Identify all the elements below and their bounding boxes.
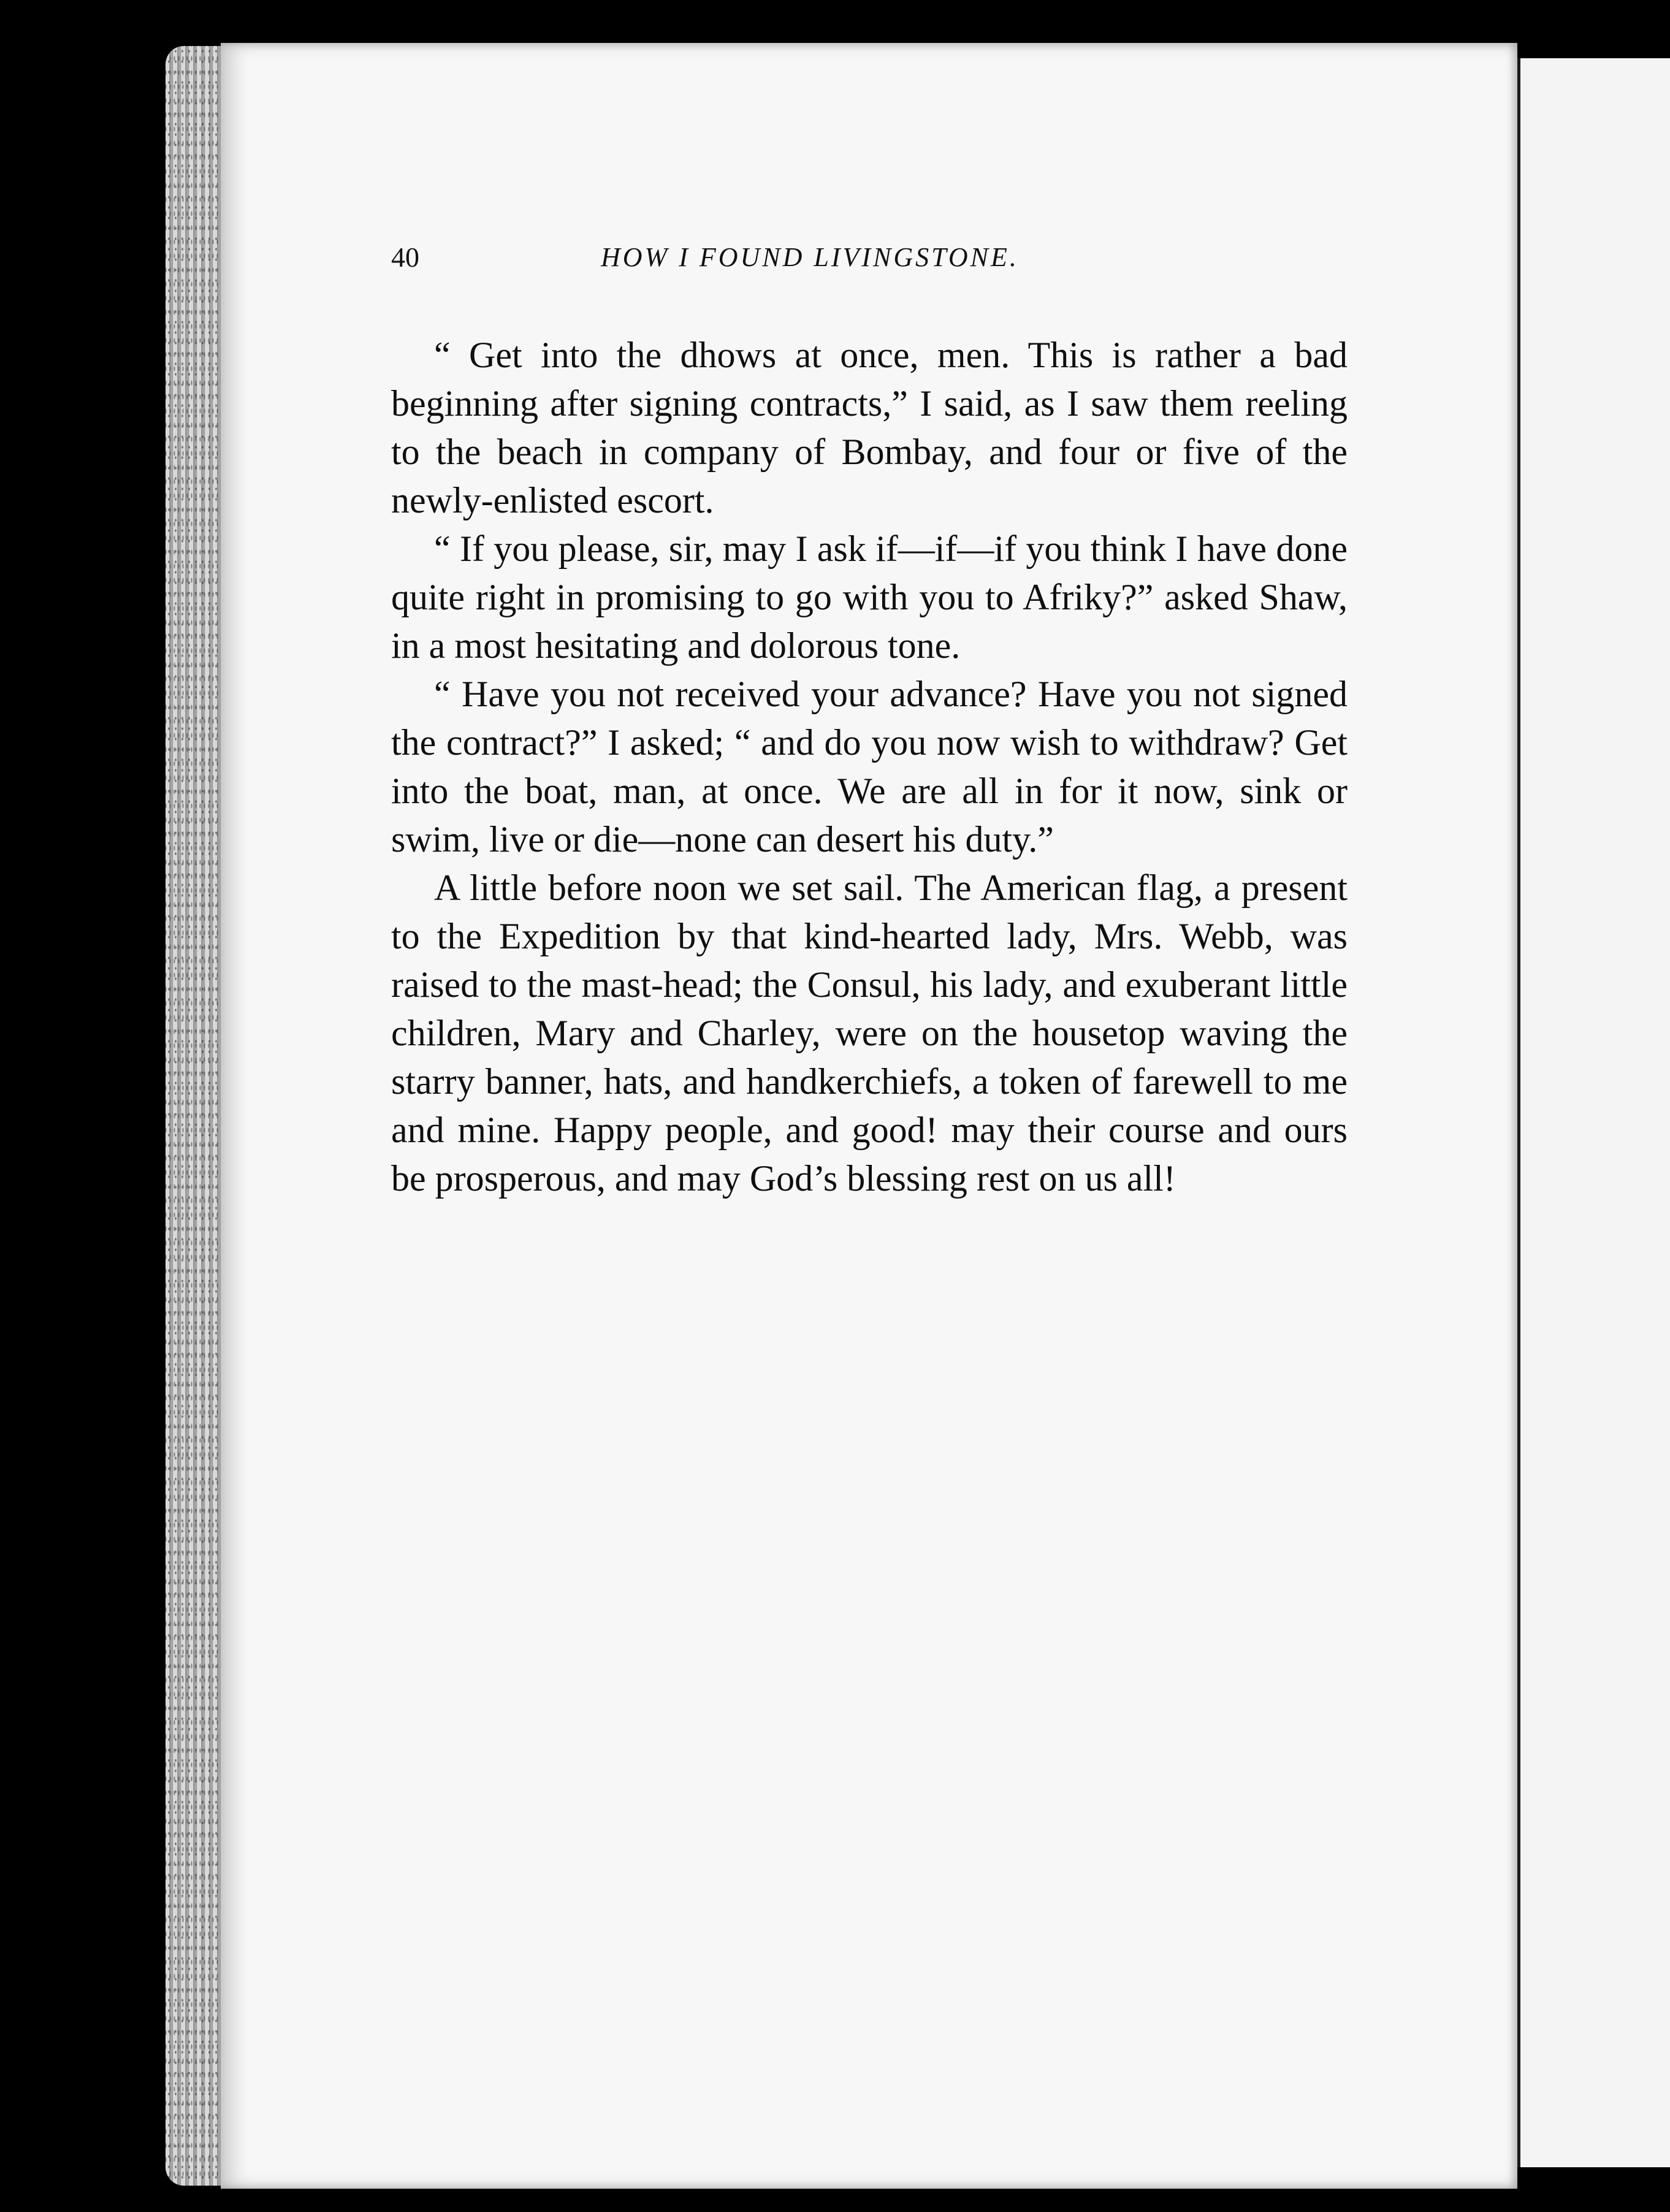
paragraph-1: “ Get into the dhows at once, men. This is rather a bad beginning after signing contracts,” I said, as I saw them reeling to the beach in company of Bombay, and four or five of the newly-enlisted escort. xyxy=(391,335,1348,521)
book-page xyxy=(221,43,1517,2189)
page-number: 40 xyxy=(391,242,419,273)
paragraph-3: “ Have you not received your advance? Have you not signed the contract?” I asked; “ and do you now wish to withdraw? Get into the boat, man, at once. We are all in for it now, sink or swim, live or die—none can desert his duty.” xyxy=(391,674,1348,860)
running-head: HOW I FOUND LIVINGSTONE. xyxy=(601,242,1019,272)
paragraph-4: A little before noon we set sail. The American flag, a present to the Expedition by that kind-hearted lady, Mrs. Webb, was raised to the mast-head; the Consul, his lady, and exuberant little children, Mary and Charley, were on the housetop waving the starry banner, hats, and handkerchiefs, a token of farewell to me and mine. Happy people, and good! may their course and ours be prosperous, and may God’s blessing rest on us all! xyxy=(391,868,1348,1199)
facing-page-sliver xyxy=(1514,58,1670,2167)
page-header xyxy=(221,227,1517,288)
paragraph-2: “ If you please, sir, may I ask if—if—if you think I have done quite right in promising to go with you to Afriky?” asked Shaw, in a most hesitating and dolorous tone. xyxy=(391,528,1348,666)
page-body xyxy=(391,331,1348,1203)
